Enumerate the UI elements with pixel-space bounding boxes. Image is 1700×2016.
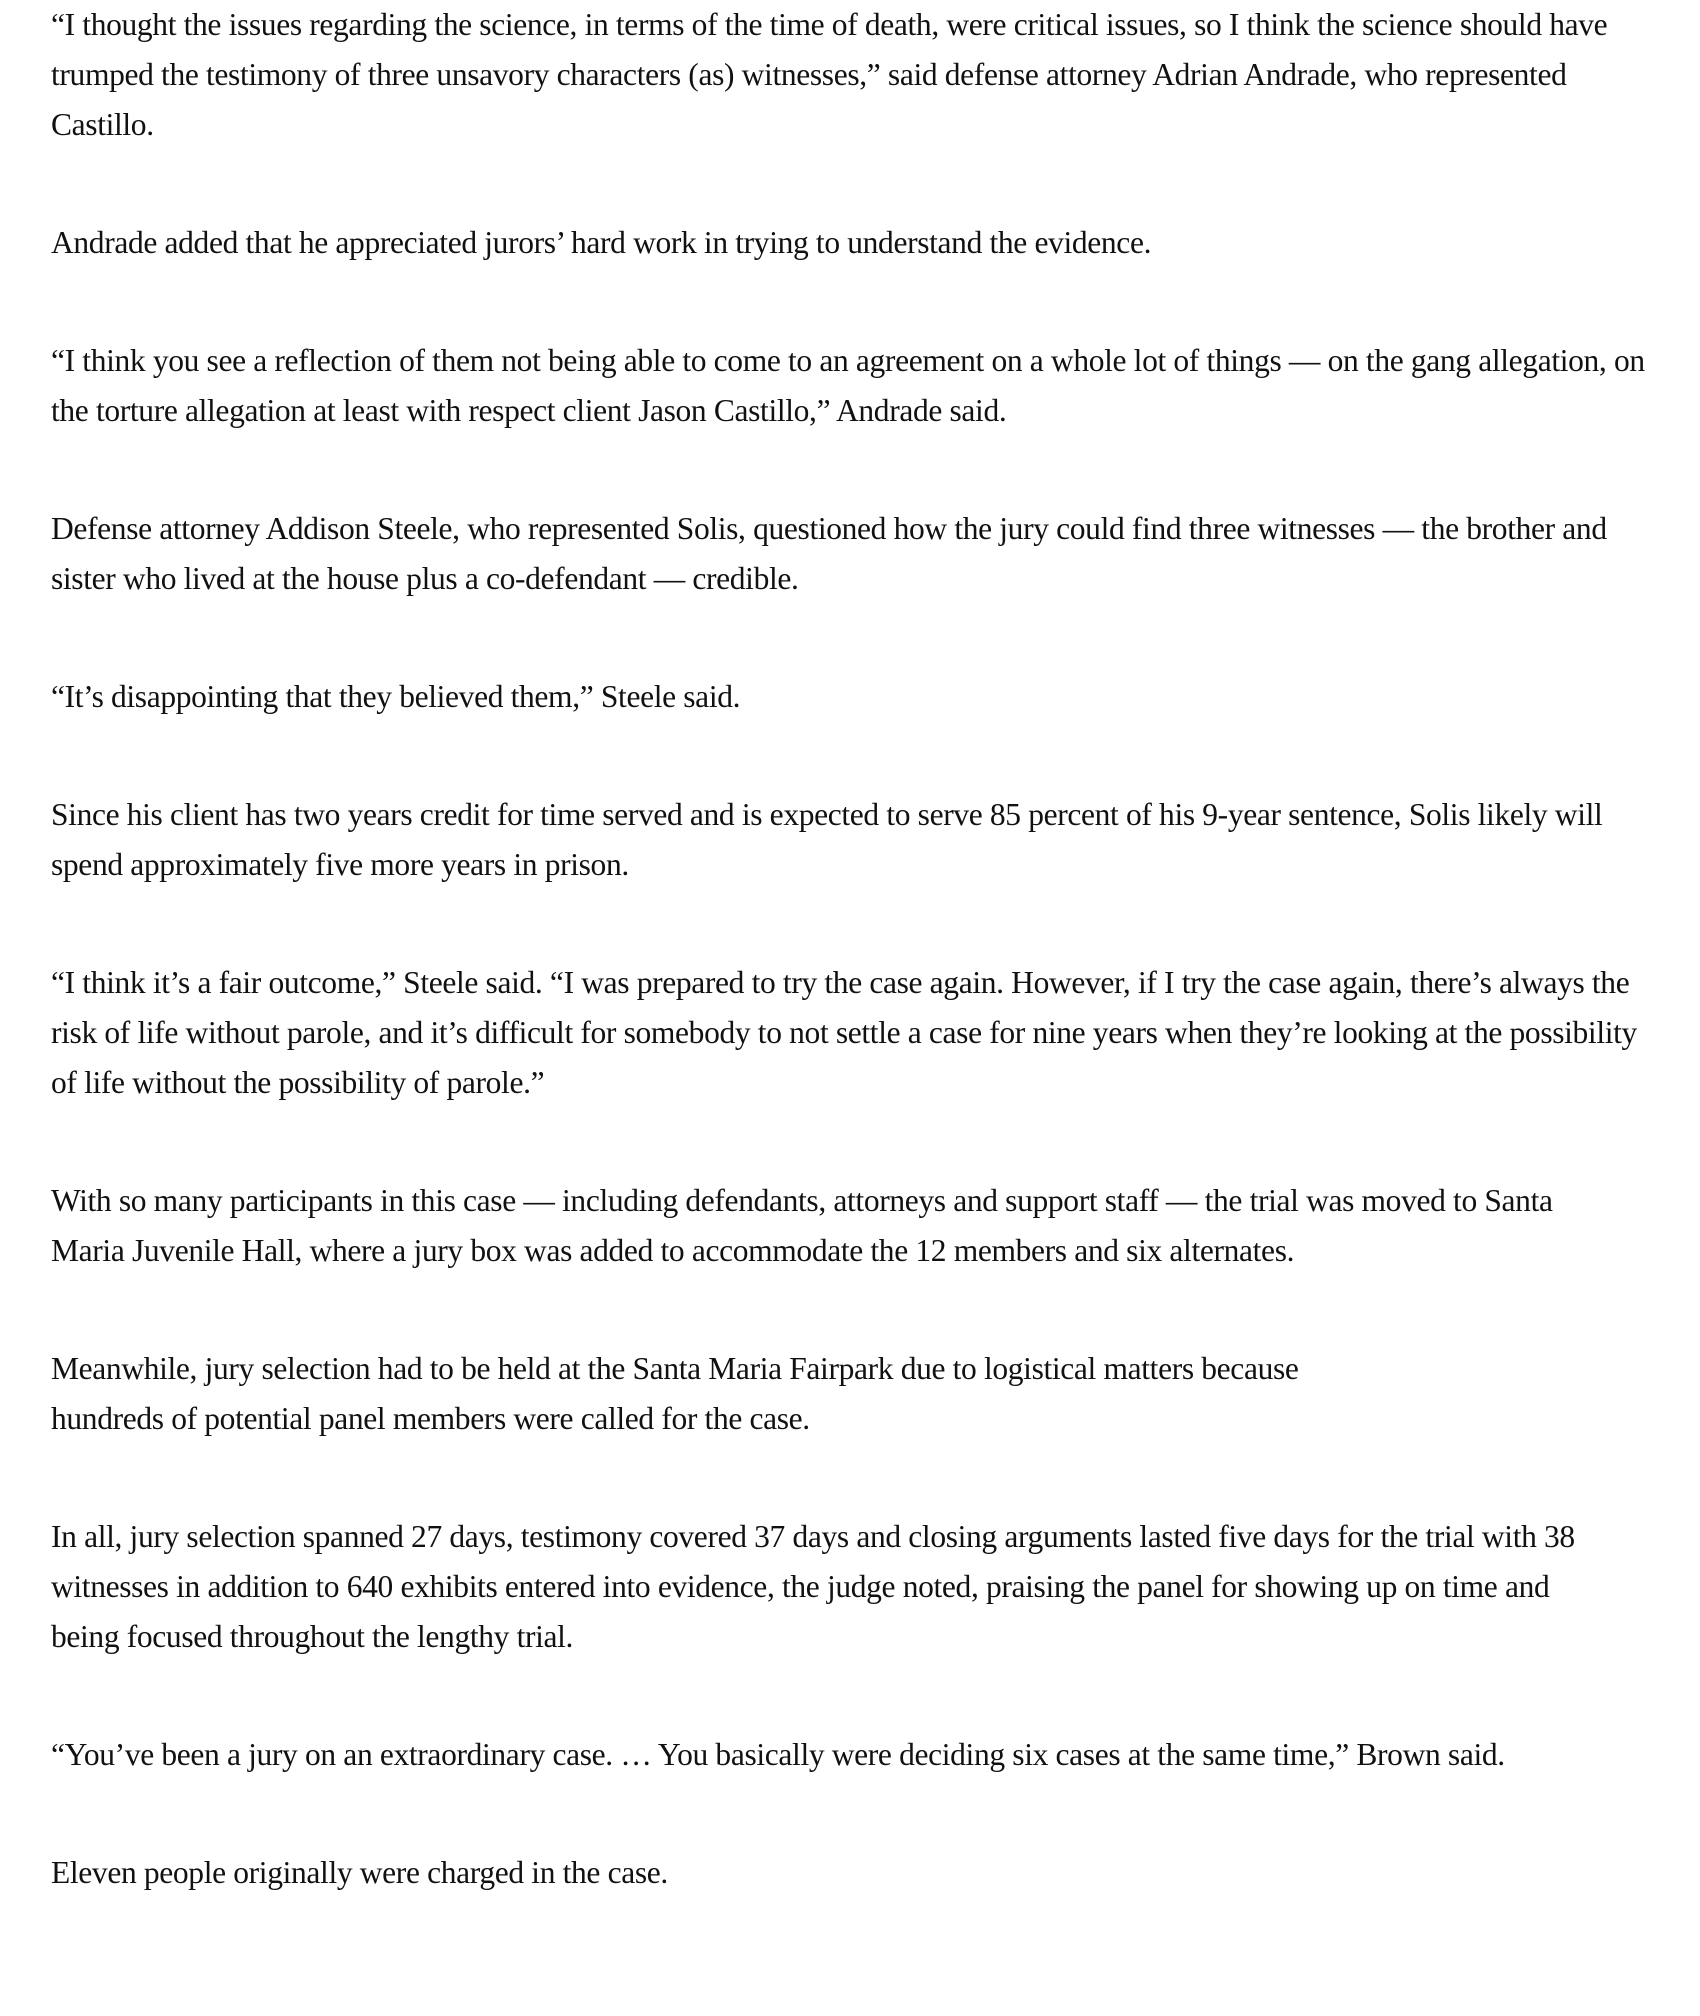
paragraph-trial-statistics: In all, jury selection spanned 27 days, testimony covered 37 days and closing arguments lasted five days for the trial with 38 witnesses in addition to 640 exhibits entered into evidence, the judge noted, praising the panel for showing up on time and being focused throughout the lengthy trial. (51, 1519, 1575, 1654)
paragraph-solis-sentence: Since his client has two years credit for time served and is expected to serve 85 percent of his 9-year sentence, Solis likely will spend approximately five more years in prison. (51, 797, 1603, 882)
paragraph-eleven-charged: Eleven people originally were charged in the case. (51, 1855, 668, 1890)
paragraph-brown-quote: “You’ve been a jury on an extraordinary case. … You basically were deciding six cases at the same time,” Brown said. (51, 1737, 1505, 1772)
article-body (51, 0, 1651, 1898)
paragraph-jury-selection-fairpark: Meanwhile, jury selection had to be held at the Santa Maria Fairpark due to logistical matters because hundreds of potential panel members were called for the case. (51, 1351, 1299, 1436)
paragraph-steele-disappointing: “It’s disappointing that they believed them,” Steele said. (51, 679, 741, 714)
paragraph-andrade-jurors: Andrade added that he appreciated jurors’ hard work in trying to understand the evidence. (51, 225, 1152, 260)
paragraph-andrade-science-quote: “I thought the issues regarding the science, in terms of the time of death, were critical issues, so I think the science should have trumped the testimony of three unsavory characters (as) witnesses,” said defense attorney Adrian Andrade, who represented Castillo. (51, 7, 1608, 142)
paragraph-andrade-agreement-quote: “I think you see a reflection of them not being able to come to an agreement on a whole lot of things — on the gang allegation, on the torture allegation at least with respect client Jason Castillo,” Andrade said. (51, 343, 1645, 428)
paragraph-steele-fair-outcome: “I think it’s a fair outcome,” Steele said. “I was prepared to try the case again. However, if I try the case again, there’s always the risk of life without parole, and it’s difficult for somebody to not settle a case for nine years when they’re looking at the possibility of life without the possibility of parole.” (51, 965, 1637, 1100)
paragraph-trial-location: With so many participants in this case — including defendants, attorneys and support staff — the trial was moved to Santa Maria Juvenile Hall, where a jury box was added to accommodate the 12 members and six alternates. (51, 1183, 1553, 1268)
paragraph-steele-witnesses: Defense attorney Addison Steele, who represented Solis, questioned how the jury could find three witnesses — the brother and sister who lived at the house plus a co-defendant — credible. (51, 511, 1607, 596)
